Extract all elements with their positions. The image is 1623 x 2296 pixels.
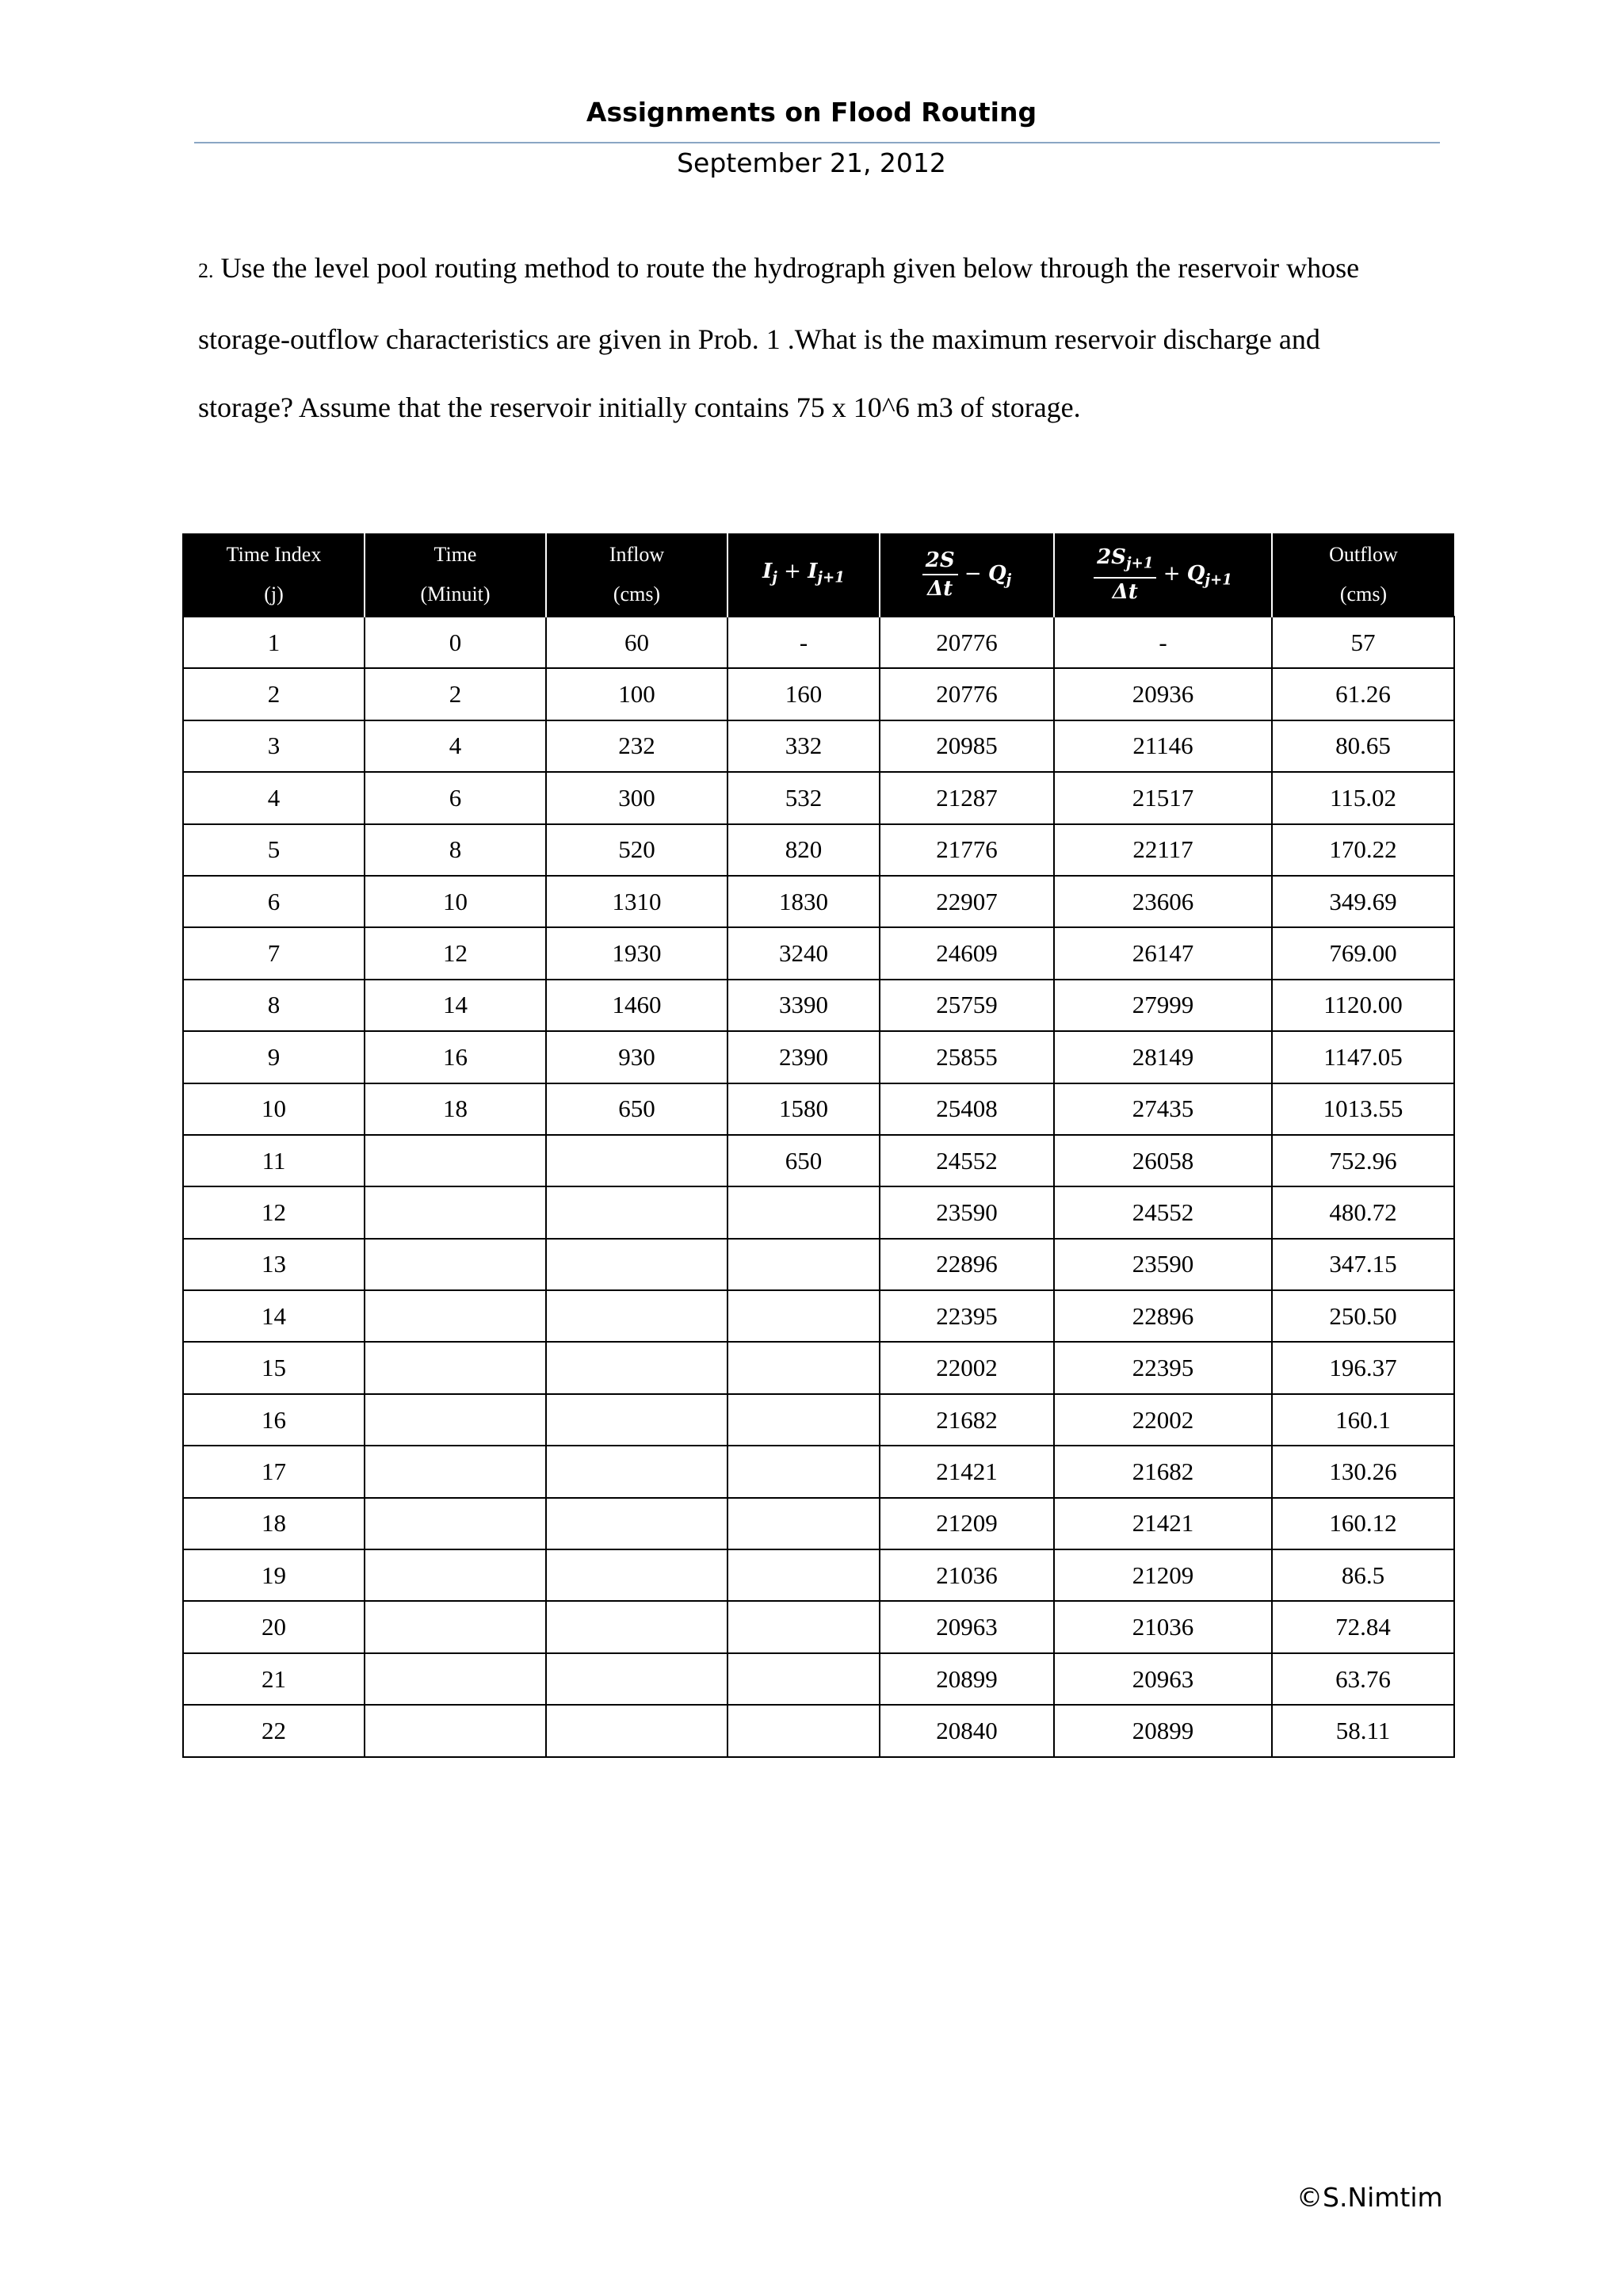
cell-storage-plus: 21036 (1054, 1601, 1272, 1652)
cell-inflow-sum: 650 (727, 1135, 880, 1186)
cell-storage-minus: 22395 (880, 1290, 1054, 1342)
cell-storage-plus: 21517 (1054, 772, 1272, 823)
cell-inflow-sum: 3390 (727, 980, 880, 1031)
routing-table (182, 533, 1455, 1758)
cell-time (365, 1446, 546, 1497)
cell-storage-minus: 20985 (880, 720, 1054, 772)
cell-storage-minus: 21287 (880, 772, 1054, 823)
cell-outflow: 349.69 (1272, 876, 1454, 927)
cell-time-index: 8 (183, 980, 365, 1031)
cell-inflow-sum (727, 1498, 880, 1549)
cell-time (365, 1498, 546, 1549)
table-row (183, 1239, 1454, 1290)
cell-inflow (546, 1342, 727, 1393)
cell-time-index: 18 (183, 1498, 365, 1549)
cell-time-index: 19 (183, 1549, 365, 1601)
cell-outflow: 769.00 (1272, 927, 1454, 979)
cell-storage-plus: 24552 (1054, 1186, 1272, 1238)
cell-storage-minus: 25759 (880, 980, 1054, 1031)
copyright-notice: ©S.Nimtim (1296, 2182, 1443, 2213)
problem-line-2: storage-outflow characteristics are given in Prob. 1 .What is the maximum reservoir discharge and (198, 323, 1320, 355)
cell-outflow: 86.5 (1272, 1549, 1454, 1601)
cell-inflow (546, 1498, 727, 1549)
cell-inflow: 232 (546, 720, 727, 772)
table-row (183, 1394, 1454, 1446)
cell-time: 10 (365, 876, 546, 927)
header-outflow: Outflow (cms) (1272, 533, 1454, 617)
cell-time (365, 1186, 546, 1238)
table-row (183, 1083, 1454, 1135)
cell-time: 16 (365, 1031, 546, 1083)
cell-inflow: 60 (546, 617, 727, 668)
cell-inflow (546, 1549, 727, 1601)
cell-storage-plus: 20899 (1054, 1705, 1272, 1756)
table-row (183, 1446, 1454, 1497)
cell-inflow-sum: 160 (727, 668, 880, 720)
cell-inflow (546, 1705, 727, 1756)
cell-time (365, 1135, 546, 1186)
cell-storage-plus: 23590 (1054, 1239, 1272, 1290)
cell-time: 8 (365, 824, 546, 876)
cell-storage-plus: 22395 (1054, 1342, 1272, 1393)
cell-inflow-sum (727, 1186, 880, 1238)
cell-time-index: 13 (183, 1239, 365, 1290)
table-body (183, 617, 1454, 1757)
cell-inflow-sum (727, 1601, 880, 1652)
cell-storage-plus: 28149 (1054, 1031, 1272, 1083)
cell-storage-plus: 27435 (1054, 1083, 1272, 1135)
cell-outflow: 196.37 (1272, 1342, 1454, 1393)
table-header-row (183, 533, 1454, 617)
problem-statement (198, 234, 1434, 441)
table-row (183, 668, 1454, 720)
cell-time: 0 (365, 617, 546, 668)
cell-inflow: 520 (546, 824, 727, 876)
cell-inflow (546, 1290, 727, 1342)
cell-storage-minus: 21776 (880, 824, 1054, 876)
cell-time-index: 15 (183, 1342, 365, 1393)
cell-outflow: 160.12 (1272, 1498, 1454, 1549)
cell-storage-minus: 22896 (880, 1239, 1054, 1290)
table-row (183, 1705, 1454, 1756)
cell-storage-plus: 23606 (1054, 876, 1272, 927)
cell-storage-minus: 22002 (880, 1342, 1054, 1393)
cell-storage-minus: 20776 (880, 617, 1054, 668)
cell-time-index: 11 (183, 1135, 365, 1186)
cell-inflow: 650 (546, 1083, 727, 1135)
cell-inflow: 1930 (546, 927, 727, 979)
header-storage-plus-outflow: $\frac{2S_{j+1}}{\Delta t}$ + $Q_{j+1}$ (1054, 533, 1272, 617)
cell-outflow: 250.50 (1272, 1290, 1454, 1342)
cell-inflow-sum: 1580 (727, 1083, 880, 1135)
header-divider (194, 142, 1440, 143)
cell-inflow (546, 1601, 727, 1652)
cell-storage-minus: 20776 (880, 668, 1054, 720)
cell-outflow: 61.26 (1272, 668, 1454, 720)
cell-inflow: 100 (546, 668, 727, 720)
cell-inflow: 1310 (546, 876, 727, 927)
cell-time-index: 5 (183, 824, 365, 876)
problem-text-1: Use the level pool routing method to route the hydrograph given below through the reservoir whose (220, 252, 1360, 284)
cell-storage-plus: 22117 (1054, 824, 1272, 876)
cell-outflow: 170.22 (1272, 824, 1454, 876)
cell-storage-minus: 25855 (880, 1031, 1054, 1083)
cell-storage-minus: 20899 (880, 1653, 1054, 1705)
cell-outflow: 130.26 (1272, 1446, 1454, 1497)
table-row (183, 1135, 1454, 1186)
cell-time-index: 17 (183, 1446, 365, 1497)
cell-time-index: 10 (183, 1083, 365, 1135)
cell-inflow (546, 1446, 727, 1497)
table-row (183, 1549, 1454, 1601)
cell-outflow: 72.84 (1272, 1601, 1454, 1652)
cell-inflow-sum: 820 (727, 824, 880, 876)
cell-inflow-sum (727, 1290, 880, 1342)
table-row (183, 1290, 1454, 1342)
table-row (183, 824, 1454, 876)
table-row (183, 720, 1454, 772)
cell-inflow-sum: 1830 (727, 876, 880, 927)
cell-storage-plus: 21209 (1054, 1549, 1272, 1601)
cell-outflow: 752.96 (1272, 1135, 1454, 1186)
cell-time (365, 1705, 546, 1756)
cell-time-index: 3 (183, 720, 365, 772)
cell-time-index: 2 (183, 668, 365, 720)
cell-time-index: 7 (183, 927, 365, 979)
problem-line-3: storage? Assume that the reservoir initially contains 75 x 10^6 m3 of storage. (198, 392, 1081, 423)
cell-inflow-sum: 532 (727, 772, 880, 823)
cell-outflow: 347.15 (1272, 1239, 1454, 1290)
header-time: Time (Minuit) (365, 533, 546, 617)
header-time-index: Time Index (j) (183, 533, 365, 617)
cell-storage-minus: 20963 (880, 1601, 1054, 1652)
cell-outflow: 1013.55 (1272, 1083, 1454, 1135)
cell-storage-plus: 20963 (1054, 1653, 1272, 1705)
cell-storage-plus: 27999 (1054, 980, 1272, 1031)
cell-storage-plus: 21146 (1054, 720, 1272, 772)
cell-storage-minus: 24609 (880, 927, 1054, 979)
cell-outflow: 115.02 (1272, 772, 1454, 823)
cell-outflow: 160.1 (1272, 1394, 1454, 1446)
table-row (183, 980, 1454, 1031)
cell-inflow-sum: 3240 (727, 927, 880, 979)
cell-time (365, 1653, 546, 1705)
cell-inflow: 300 (546, 772, 727, 823)
cell-outflow: 58.11 (1272, 1705, 1454, 1756)
table-row (183, 876, 1454, 927)
cell-storage-plus: 21682 (1054, 1446, 1272, 1497)
cell-time-index: 14 (183, 1290, 365, 1342)
cell-storage-minus: 25408 (880, 1083, 1054, 1135)
cell-inflow (546, 1394, 727, 1446)
cell-storage-minus: 24552 (880, 1135, 1054, 1186)
table-row (183, 1186, 1454, 1238)
cell-time: 4 (365, 720, 546, 772)
cell-inflow (546, 1186, 727, 1238)
cell-time: 14 (365, 980, 546, 1031)
cell-outflow: 80.65 (1272, 720, 1454, 772)
cell-outflow: 1120.00 (1272, 980, 1454, 1031)
table-row (183, 927, 1454, 979)
cell-time-index: 16 (183, 1394, 365, 1446)
cell-storage-plus: 22896 (1054, 1290, 1272, 1342)
cell-time (365, 1601, 546, 1652)
page-title: Assignments on Flood Routing (586, 97, 1037, 128)
cell-time: 12 (365, 927, 546, 979)
header-storage-minus-outflow: $\frac{2S}{\Delta t}$ − $Q_j$ (880, 533, 1054, 617)
table-row (183, 1031, 1454, 1083)
cell-time (365, 1239, 546, 1290)
problem-line-1 (198, 234, 1434, 305)
cell-storage-plus: 20936 (1054, 668, 1272, 720)
table-row (183, 1653, 1454, 1705)
cell-outflow: 480.72 (1272, 1186, 1454, 1238)
cell-time: 18 (365, 1083, 546, 1135)
cell-inflow-sum: 2390 (727, 1031, 880, 1083)
header-inflow: Inflow (cms) (546, 533, 727, 617)
cell-outflow: 1147.05 (1272, 1031, 1454, 1083)
cell-inflow-sum (727, 1239, 880, 1290)
cell-time-index: 21 (183, 1653, 365, 1705)
table-row (183, 1498, 1454, 1549)
cell-inflow-sum (727, 1342, 880, 1393)
cell-inflow-sum (727, 1394, 880, 1446)
cell-storage-minus: 23590 (880, 1186, 1054, 1238)
table-row (183, 772, 1454, 823)
problem-number: 2. (198, 259, 214, 282)
cell-storage-plus: 26147 (1054, 927, 1272, 979)
cell-time (365, 1290, 546, 1342)
cell-storage-minus: 20840 (880, 1705, 1054, 1756)
cell-time (365, 1549, 546, 1601)
cell-outflow: 63.76 (1272, 1653, 1454, 1705)
cell-inflow (546, 1239, 727, 1290)
table-row (183, 617, 1454, 668)
cell-storage-plus: 21421 (1054, 1498, 1272, 1549)
cell-time (365, 1342, 546, 1393)
header-inflow-sum: $I_j + I_{j+1}$ (727, 533, 880, 617)
table-row (183, 1342, 1454, 1393)
cell-time-index: 6 (183, 876, 365, 927)
cell-storage-plus: - (1054, 617, 1272, 668)
cell-inflow (546, 1135, 727, 1186)
cell-storage-plus: 26058 (1054, 1135, 1272, 1186)
cell-inflow: 1460 (546, 980, 727, 1031)
cell-time-index: 4 (183, 772, 365, 823)
cell-storage-minus: 21036 (880, 1549, 1054, 1601)
cell-inflow-sum (727, 1653, 880, 1705)
cell-storage-plus: 22002 (1054, 1394, 1272, 1446)
cell-inflow-sum: 332 (727, 720, 880, 772)
cell-inflow-sum (727, 1705, 880, 1756)
cell-time (365, 1394, 546, 1446)
page-date: September 21, 2012 (677, 147, 946, 178)
cell-time-index: 9 (183, 1031, 365, 1083)
cell-time-index: 12 (183, 1186, 365, 1238)
cell-inflow-sum (727, 1549, 880, 1601)
cell-time-index: 20 (183, 1601, 365, 1652)
cell-time: 6 (365, 772, 546, 823)
cell-inflow-sum (727, 1446, 880, 1497)
cell-outflow: 57 (1272, 617, 1454, 668)
cell-time-index: 1 (183, 617, 365, 668)
table-row (183, 1601, 1454, 1652)
cell-storage-minus: 22907 (880, 876, 1054, 927)
cell-time: 2 (365, 668, 546, 720)
cell-time-index: 22 (183, 1705, 365, 1756)
cell-inflow-sum: - (727, 617, 880, 668)
cell-inflow: 930 (546, 1031, 727, 1083)
cell-storage-minus: 21421 (880, 1446, 1054, 1497)
cell-storage-minus: 21682 (880, 1394, 1054, 1446)
cell-inflow (546, 1653, 727, 1705)
cell-storage-minus: 21209 (880, 1498, 1054, 1549)
